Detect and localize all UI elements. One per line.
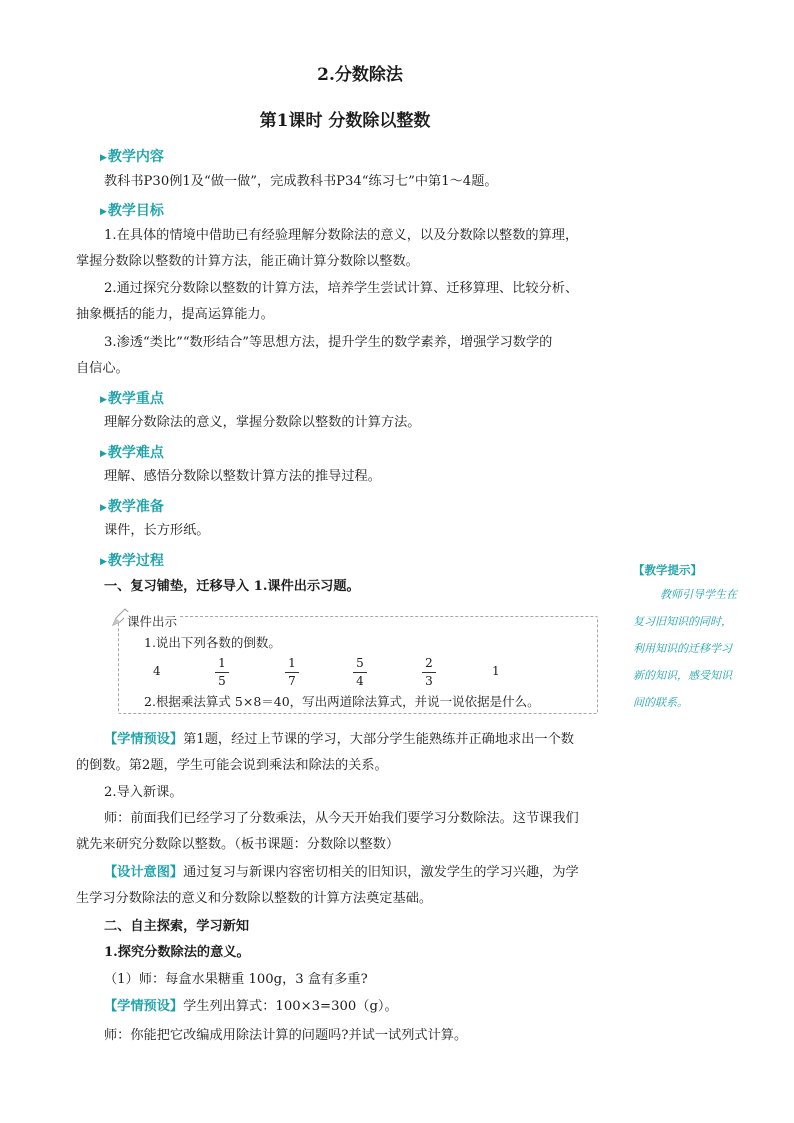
number-4: 4 — [153, 664, 161, 678]
section-content-title: ▶教学内容 — [100, 149, 164, 165]
lesson-subtitle: 第1课时 分数除以整数 — [259, 111, 431, 131]
number-1: 1 — [492, 664, 500, 678]
tip-line5: 间的联系。 — [633, 696, 688, 709]
goal3-line2: 自信心。 — [76, 361, 129, 376]
xueqing-para2: 【学情预设】学生列出算式：100×3=300（g）。 — [104, 999, 398, 1014]
xueqing-para1-line1: 【学情预设】第1题，经过上节课的学习，大部分学生能熟练并正确地求出一个数 — [104, 732, 574, 747]
candy-question: （1）师：每盒水果糖重 100g，3 盒有多重? — [104, 972, 368, 987]
section-process-title: ▶教学过程 — [100, 553, 164, 569]
triangle-bullet-icon: ▶ — [100, 449, 107, 459]
goal3-line1: 3.渗透“类比”“数形结合”等思想方法，提升学生的数学素养，增强学习数学的 — [104, 335, 553, 350]
step1-heading: 一、复习铺垫，迁移导入 1.课件出示习题。 — [104, 579, 360, 594]
design-line1: 【设计意图】通过复习与新课内容密切相关的旧知识，激发学生的学习兴趣，为学 — [104, 865, 579, 880]
tip-title: 【教学提示】 — [633, 563, 702, 577]
intro-new: 2.导入新课。 — [104, 785, 183, 800]
xueqing-para1-line2: 的倒数。第2题，学生可能会说到乘法和除法的关系。 — [76, 758, 388, 773]
fraction-5-4: 5 4 — [350, 656, 370, 689]
section-goals-title: ▶教学目标 — [100, 203, 164, 219]
design-line2: 生学习分数除法的意义和分数除以整数的计算方法奠定基础。 — [76, 891, 433, 906]
question-2: 2.根据乘法算式 5×8＝40，写出两道除法算式，并说一说依据是什么。 — [144, 694, 540, 709]
goal1-line2: 掌握分数除以整数的计算方法，能正确计算分数除以整数。 — [76, 254, 419, 269]
section-prep-title: ▶教学准备 — [100, 499, 164, 515]
tip-line2: 复习旧知识的同时， — [633, 615, 732, 628]
xueqing-tag-2: 【学情预设】 — [104, 999, 184, 1014]
teacher1-line2: 就先来研究分数除以整数。（板书课题：分数除以整数） — [76, 837, 400, 852]
triangle-bullet-icon: ▶ — [100, 207, 107, 217]
tip-line3: 利用知识的迁移学习 — [633, 642, 732, 655]
prep-text: 课件，长方形纸。 — [104, 523, 210, 538]
explore-heading: 1.探究分数除法的意义。 — [104, 945, 250, 960]
tip-line1: 教师引导学生在 — [660, 588, 737, 601]
tip-line4: 新的知识，感受知识 — [633, 669, 732, 682]
teacher1-line1: 师：前面我们已经学习了分数乘法，从今天开始我们要学习分数除法。这节课我们 — [104, 811, 579, 826]
design-tag: 【设计意图】 — [104, 865, 184, 880]
triangle-bullet-icon: ▶ — [100, 557, 107, 567]
triangle-bullet-icon: ▶ — [100, 503, 107, 513]
section-key-title: ▶教学重点 — [100, 391, 164, 407]
goal1-line1: 1.在具体的情境中借助已有经验理解分数除法的意义，以及分数除以整数的算理， — [104, 228, 579, 243]
difficulty-text: 理解、感悟分数除以整数计算方法的推导过程。 — [104, 469, 381, 484]
goal2-line1: 2.通过探究分数除以整数的计算方法，培养学生尝试计算、迁移算理、比较分析、 — [104, 281, 579, 296]
section-difficulty-title: ▶教学难点 — [100, 445, 164, 461]
triangle-bullet-icon: ▶ — [100, 395, 107, 405]
fraction-1-7: 1 7 — [282, 656, 302, 689]
key-text: 理解分数除法的意义，掌握分数除以整数的计算方法。 — [104, 415, 421, 430]
xueqing-tag: 【学情预设】 — [104, 732, 184, 747]
triangle-bullet-icon: ▶ — [100, 153, 107, 163]
lesson-title: 2.分数除法 — [317, 65, 403, 85]
question-1: 1.说出下列各数的倒数。 — [144, 635, 281, 650]
courseware-label: 课件出示 — [124, 612, 180, 630]
content-text: 教科书P30例1及“做一做”，完成教科书P34“练习七”中第1～4题。 — [104, 174, 498, 189]
goal2-line2: 抽象概括的能力，提高运算能力。 — [76, 307, 274, 322]
fraction-2-3: 2 3 — [419, 656, 439, 689]
step2-heading: 二、自主探索，学习新知 — [104, 919, 250, 934]
teacher2: 师：你能把它改编成用除法计算的问题吗?并试一试列式计算。 — [104, 1028, 468, 1043]
fraction-1-5: 1 5 — [212, 656, 232, 689]
